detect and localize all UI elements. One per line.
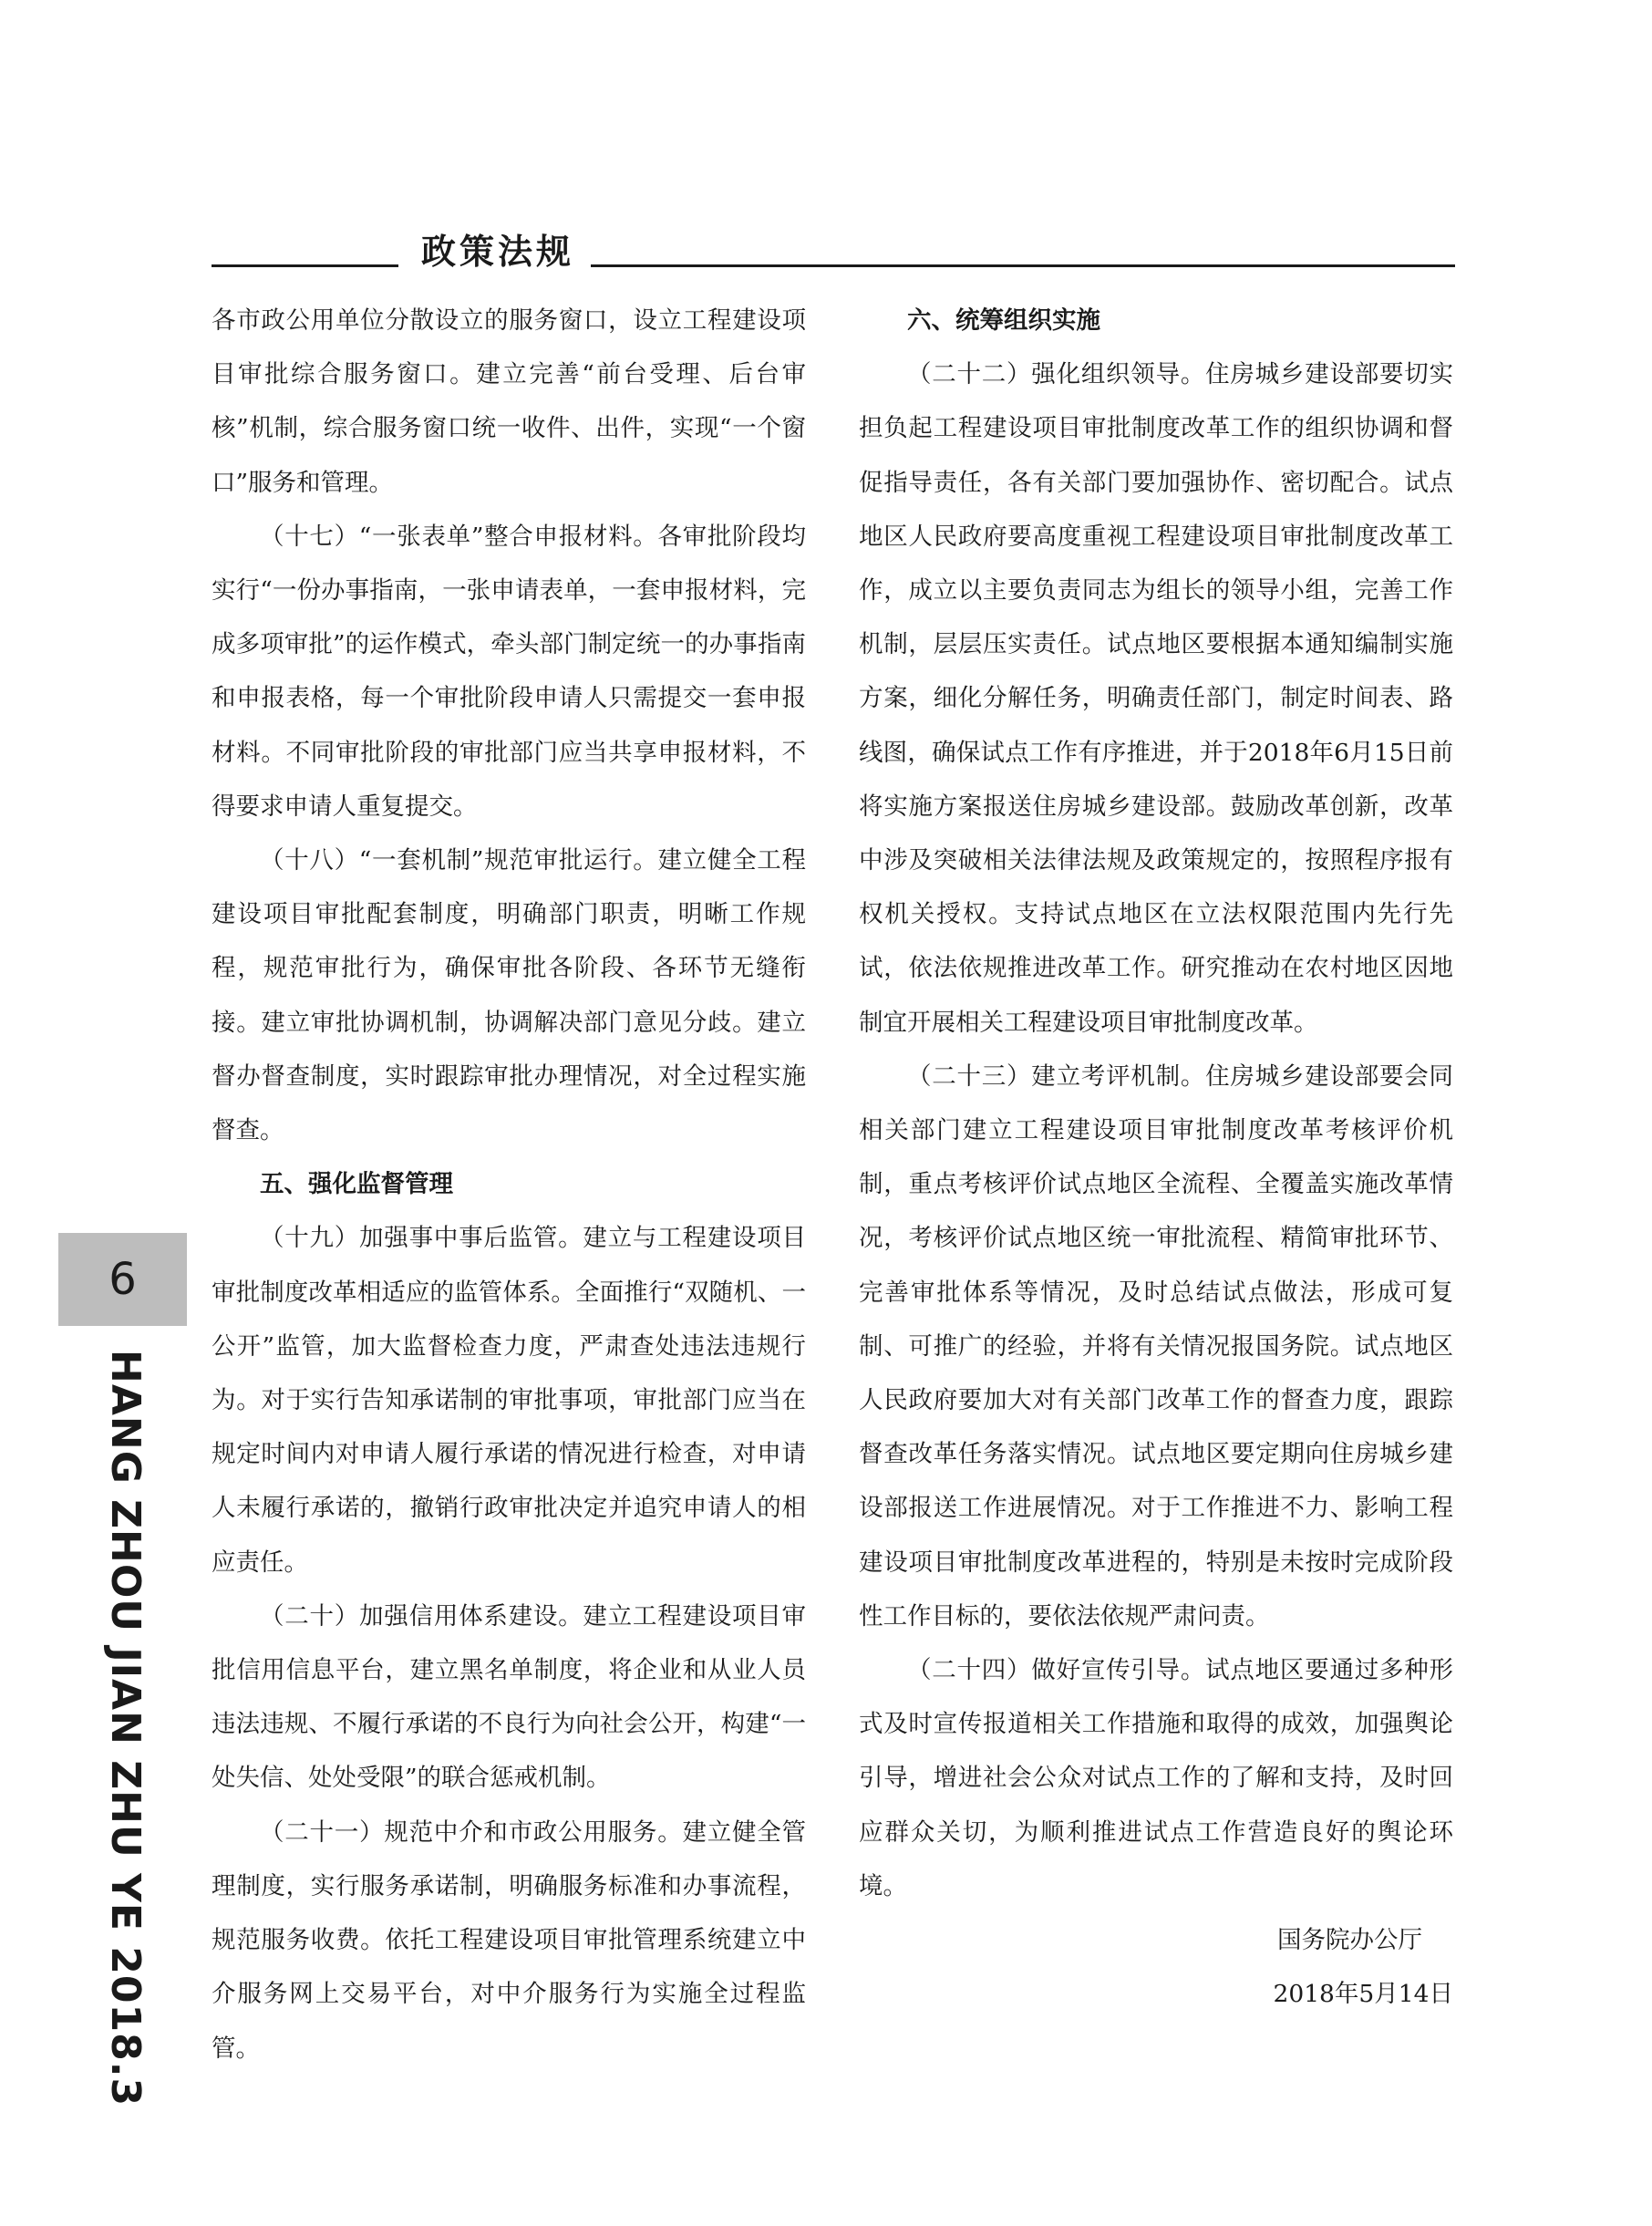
header-rule-left xyxy=(212,264,398,267)
paragraph: （二十三）建立考评机制。住房城乡建设部要会同相关部门建立工程建设项目审批制度改革考核评价机制，重点考核评价试点地区全流程、全覆盖实施改革情况，考核评价试点地区统一审批流程、精简审批环节、完善审批体系等情况，及时总结试点做法，形成可复制、可推广的经验，并将有关情况报国务院。试点地区人民政府要加大对有关部门改革工作的督查力度，跟踪督查改革任务落实情况。试点地区要定期向住房城乡建设部报送工作进展情况。对于工作推进不力、影响工程建设项目审批制度改革进程的，特别是未按时完成阶段性工作目标的，要依法依规严肃问责。 xyxy=(859,1061,1453,1631)
paragraph: （二十一）规范中介和市政公用服务。建立健全管理制度，实行服务承诺制，明确服务标准和办事流程，规范服务收费。依托工程建设项目审批管理系统建立中介服务网上交易平台，对中介服务行为实施全过程监管。 xyxy=(212,1817,806,2063)
section-title: 政策法规 xyxy=(421,232,575,272)
paragraph: （十八）“一套机制”规范审批运行。建立健全工程建设项目审批配套制度，明确部门职责，明晰工作规程，规范审批行为，确保审批各阶段、各环节无缝衔接。建立审批协调机制，协调解决部门意见分歧。建立督办督查制度，实时跟踪审批办理情况，对全过程实施督查。 xyxy=(212,846,806,1145)
page-number: 6 xyxy=(58,1233,187,1326)
header-rule-right xyxy=(591,264,1455,267)
paragraph: （二十二）强化组织领导。住房城乡建设部要切实担负起工程建设项目审批制度改革工作的组织协调和督促指导责任，各有关部门要加强协作、密切配合。试点地区人民政府要高度重视工程建设项目审批制度改革工作，成立以主要负责同志为组长的领导小组，完善工作机制，层层压实责任。试点地区要根据本通知编制实施方案，细化分解任务，明确责任部门，制定时间表、路线图，确保试点工作有序推进，并于2018年6月15日前将实施方案报送住房城乡建设部。鼓励改革创新，改革中涉及突破相关法律法规及政策规定的，按照程序报有权机关授权。支持试点地区在立法权限范围内先行先试，依法依规推进改革工作。研究推动在农村地区因地制宜开展相关工程建设项目审批制度改革。 xyxy=(859,360,1453,1037)
signature-date: 2018年5月14日 xyxy=(1273,1980,1453,2009)
right-column xyxy=(859,294,1453,2022)
paragraph: 各市政公用单位分散设立的服务窗口，设立工程建设项目审批综合服务窗口。建立完善“前台受理、后台审核”机制，综合服务窗口统一收件、出件，实现“一个窗口”服务和管理。 xyxy=(212,306,806,497)
paragraph: （二十四）做好宣传引导。试点地区要通过多种形式及时宣传报道相关工作措施和取得的成效，加强舆论引导，增进社会公众对试点工作的了解和支持，及时回应群众关切，为顺利推进试点工作营造良好的舆论环境。 xyxy=(859,1656,1453,1900)
paragraph: （十七）“一张表单”整合申报材料。各审批阶段均实行“一份办事指南，一张申请表单，一套申报材料，完成多项审批”的运作模式，牵头部门制定统一的办事指南和申报表格，每一个审批阶段申请人只需提交一套申报材料。不同审批阶段的审批部门应当共享申报材料，不得要求申请人重复提交。 xyxy=(212,522,806,821)
signature: 国务院办公厅 xyxy=(1277,1926,1422,1955)
left-column xyxy=(212,294,806,2076)
paragraph: （十九）加强事中事后监管。建立与工程建设项目审批制度改革相适应的监管体系。全面推行“双随机、一公开”监管，加大监督检查力度，严肃查处违法违规行为。对于实行告知承诺制的审批事项，审批部门应当在规定时间内对申请人履行承诺的情况进行检查，对申请人未履行承诺的，撤销行政审批决定并追究申请人的相应责任。 xyxy=(212,1224,806,1577)
magazine-label: HANG ZHOU JIAN ZHU YE 2018.3 xyxy=(102,1350,149,2107)
section-heading: 六、统筹组织实施 xyxy=(907,306,1100,335)
paragraph: （二十）加强信用体系建设。建立工程建设项目审批信用信息平台，建立黑名单制度，将企业和从业人员违法违规、不履行承诺的不良行为向社会公开，构建“一处失信、处处受限”的联合惩戒机制。 xyxy=(212,1601,806,1793)
section-heading: 五、强化监督管理 xyxy=(260,1170,453,1199)
